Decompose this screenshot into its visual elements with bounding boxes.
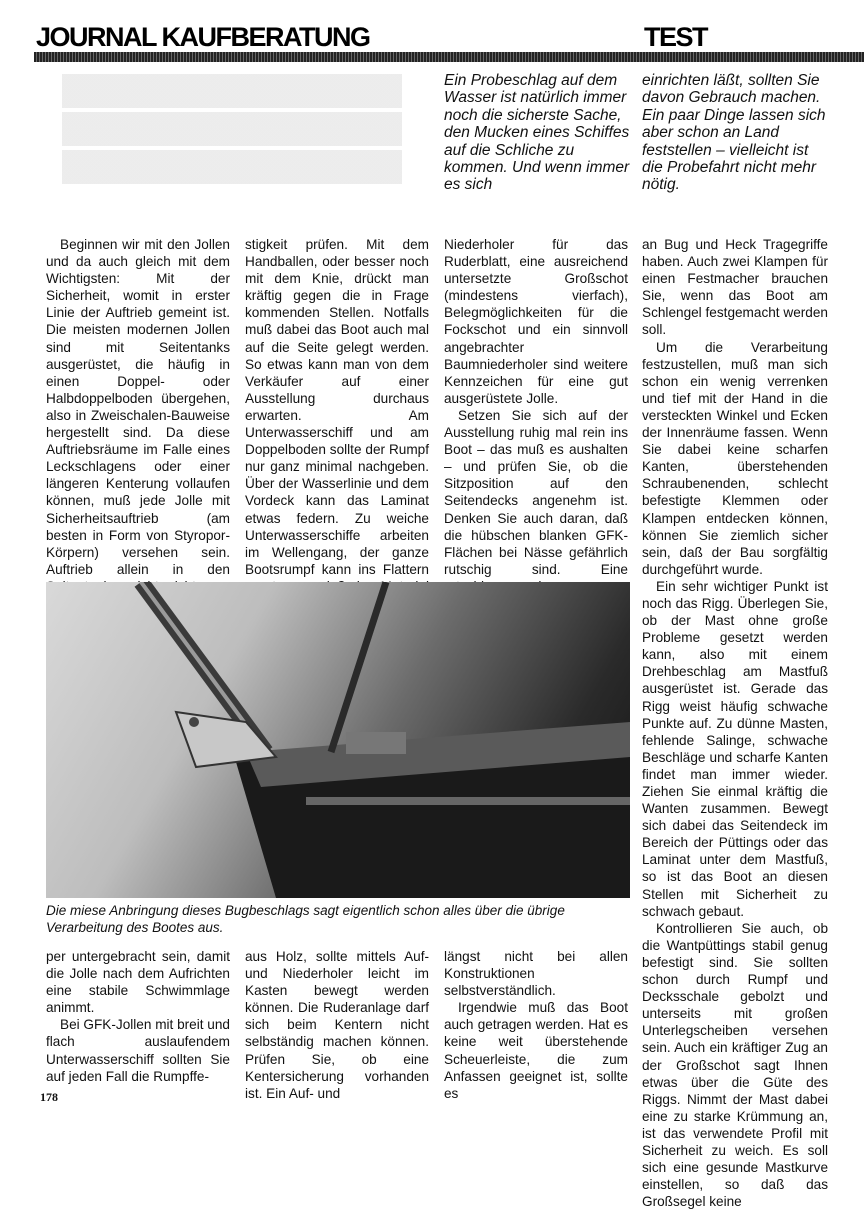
paragraph: Kontrollieren Sie auch, ob die Wantpüttings stabil genug befestigt sind. Sie sollten schon durch Rumpf und Decksschale gebolzt und unterseits mit großen Unterlegscheiben versehen sein. Auch ein kräftiger Zug an der Großschot sagt Ihnen etwas über die Güte des Riggs. Nimmt der Mast dabei eine zu starke Krümmung an, ist das verwendete Profil mit Sicherheit zu weich. Es soll sich eine gesunde Mastkurve einstellen, so daß das Großsegel keine bbox=[642, 920, 828, 1210]
photo-caption: Die miese Anbringung dieses Bugbeschlags sagt eigentlich schon alles über die übrige Verarbeitung des Bootes aus. bbox=[46, 903, 565, 935]
section-title: JOURNAL KAUFBERATUNG bbox=[36, 22, 370, 52]
column-2-top bbox=[245, 236, 429, 629]
paragraph: Ein sehr wichtiger Punkt ist noch das Rigg. Überlegen Sie, ob der Mast ohne große Probleme gesetzt werden kann, also mit einem Drehbeschlag am Mastfuß ausgerüstet ist. Gerade das Rigg weist häufig schwache Punkte auf. Zu dünne Masten, fehlende Salinge, schwache Beschläge und scharfe Kanten findet man immer wieder. Ziehen Sie einmal kräftig die Wanten zusammen. Bewegt sich dabei das Seitendeck im Bereich der Püttings oder das Laminat unter dem Mastfuß, so ist das Boot an diesen Stellen mit Sicherheit zu schwach gebaut. bbox=[642, 578, 828, 919]
boat-fitting-photo bbox=[46, 582, 630, 898]
column-4 bbox=[642, 236, 828, 1210]
faded-headline-area bbox=[62, 74, 402, 184]
paragraph: Niederholer für das Ruderblatt, eine ausreichend untersetzte Großschot (mindestens vierfach), Belegmöglichkeiten für die Fockschot und ein sinnvoll angebrachter Baumniederholer sind weitere Kennzeichen für eine gut ausgerüstete Jolle. bbox=[444, 237, 628, 406]
paragraph: Bei GFK-Jollen mit breit und flach auslaufendem Unterwasserschiff sollten Sie auf jeden Fall die Rumpffe- bbox=[46, 1017, 230, 1084]
column-1-bottom bbox=[46, 948, 230, 1085]
column-3-bottom bbox=[444, 948, 628, 1102]
paragraph: an Bug und Heck Tragegriffe haben. Auch zwei Klampen für einen Festmacher brauchen Sie, wenn das Boot am Schlengel festgemacht werden soll. bbox=[642, 237, 828, 338]
paragraph: Irgendwie muß das Boot auch getragen werden. Hat es keine weit überstehende Scheuerleiste, die zum Anfassen geeignet ist, sollte es bbox=[444, 1000, 628, 1101]
page-number: 178 bbox=[40, 1090, 58, 1104]
paragraph: Setzen Sie sich auf der Ausstellung ruhig mal rein ins Boot – das muß es aushalten – und prüfen Sie, ob die Sitzposition auf den Seitendecks angenehm ist. Denken Sie auch daran, daß die hübschen blanken GFK-Flächen bei Nässe gefährlich rutschig sind. Eine bbox=[444, 407, 628, 577]
intro-text-1: Ein Probeschlag auf dem Wasser ist natürlich immer noch die sicherste Sache, den Mucken eines Schiffes auf die Schliche zu kommen. Und wenn immer es sich bbox=[444, 72, 630, 194]
photo-illustration bbox=[46, 582, 630, 898]
column-1-top bbox=[46, 236, 230, 629]
paragraph: Beginnen wir mit den Jollen und da auch gleich mit dem Wichtigsten: Mit der Sicherheit, womit in erster Linie der Auftrieb gemeint ist. Die meisten modernen Jollen sind mit Seitentanks ausgerüstet, die häufig in einen Doppel- oder Halbdoppelboden übergehen, also in Zweischalen-Bauweise hergestellt sind. Da diese Auftriebsräume im Falle eines Leckschlagens oder einer längeren Kenterung vollaufen können, muß jede Jolle mit Sicherheitsauftrieb (am besten in Form von Styropor-Körpern) versehen sein. Auftrieb allein in den bbox=[46, 237, 230, 577]
section-tag: TEST bbox=[644, 22, 708, 52]
paragraph: per untergebracht sein, damit die Jolle nach dem Aufrichten eine stabile Schwimmlage animmt. bbox=[46, 949, 230, 1016]
paragraph: längst nicht bei allen Konstruktionen selbstverständlich. bbox=[444, 949, 628, 999]
intro-text-2: einrichten läßt, sollten Sie davon Gebrauch machen. Ein paar Dinge lassen sich aber schon an Land feststellen – vielleicht ist die Probefahrt nicht mehr nötig. bbox=[642, 72, 826, 194]
header-rule bbox=[34, 52, 864, 62]
column-2-bottom bbox=[245, 948, 429, 1102]
paragraph: Um die Verarbeitung festzustellen, muß man sich schon ein wenig verrenken und tief mit der Hand in die versteckten Winkel und Ecken der Innenräume fassen. Wenn Sie dabei keine scharfen Kanten, überstehenden Schraubenenden, schlecht befestigte Klemmen oder Klampen entdecken können, können Sie ziemlich sicher sein, daß der Bau sorgfältig durchgeführt wurde. bbox=[642, 339, 828, 577]
paragraph: stigkeit prüfen. Mit dem Handballen, oder besser noch mit dem Knie, drückt man kräftig gegen die in Frage kommenden Stellen. Notfalls muß dabei das Boot auch mal auf die Seite gelegt werden. So etwas kann man von dem Verkäufer auf einer Ausstellung durchaus erwarten. Am Unterwasserschiff und am Doppelboden sollte der Rumpf nur ganz minimal nachgeben. Über der Wasserlinie und dem Vordeck kann das Laminat etwas federn. Zu weiche Unterwasserschiffe arbeiten im Wellengang, der ganze Bootsrumpf kann ins Flattern bbox=[245, 237, 429, 577]
page-header bbox=[0, 0, 864, 64]
paragraph: aus Holz, sollte mittels Auf- und Niederholer leicht im Kasten bewegt werden können. Die Ruderanlage darf sich beim Kentern nicht selbständig machen können. Prüfen Sie, ob eine Kentersicherung vorhanden ist. Ein Auf- und bbox=[245, 949, 429, 1101]
